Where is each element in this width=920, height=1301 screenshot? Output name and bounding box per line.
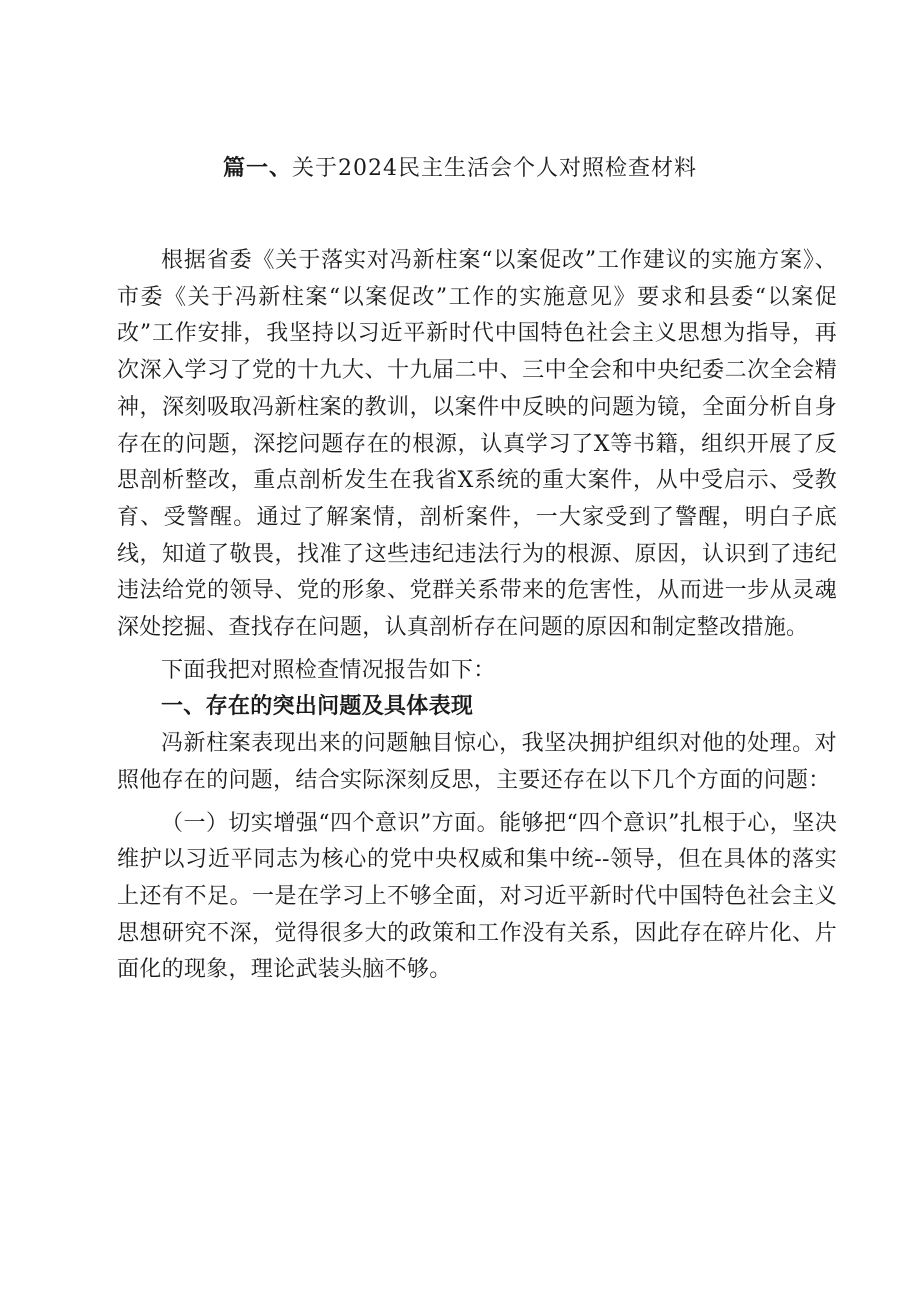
section-paragraph: （一）切实增强“四个意识”方面。能够把“四个意识”扎根于心，坚决维护以习近平同志为核心的党中央权威和集中统--领导，但在具体的落实上还有不足。一是在学习上不够全面，对习近平新时代中国特色社会主义思想研究不深，觉得很多大的政策和工作没有关系，因此存在碎片化、片面化的现象，理论武装头脑不够。 <box>117 810 837 983</box>
report-lead-paragraph: 下面我把对照检查情况报告如下： <box>161 657 496 683</box>
title-prefix: 篇一、 <box>222 156 292 181</box>
section-paragraph: 冯新柱案表现出来的问题触目惊心，我坚决拥护组织对他的处理。对照他存在的问题，结合实际深刻反思，主要还存在以下几个方面的问题： <box>117 731 837 793</box>
document-body <box>117 243 837 989</box>
title-text: 关于2024民主生活会个人对照检查材料 <box>292 156 697 181</box>
intro-paragraph: 根据省委《关于落实对冯新柱案“以案促改”工作建议的实施方案》、市委《关于冯新柱案“以案促改”工作的实施意见》要求和县委“以案促改”工作安排，我坚持以习近平新时代中国特色社会主义思想为指导，再次深入学习了党的十九大、十九届二中、三中全会和中央纪委二次全会精神，深刻吸取冯新柱案的教训，以案件中反映的问题为镜，全面分析自身存在的问题，深挖问题存在的根源，认真学习了X等书籍，组织开展了反思剖析整改，重点剖析发生在我省X系统的重大案件，从中受启示、受教育、受警醒。通过了解案情，剖析案件，一大家受到了警醒，明白子底线，知道了敬畏，找准了这些违纪违法行为的根源、原因，认识到了违纪违法给党的领导、党的形象、党群关系带来的危害性，从而进一步从灵魂深处挖掘、查找存在问题，认真剖析存在问题的原因和制定整改措施。 <box>117 248 837 641</box>
section-heading: 一、存在的突出问题及具体表现 <box>161 694 474 720</box>
document-title <box>0 152 920 186</box>
